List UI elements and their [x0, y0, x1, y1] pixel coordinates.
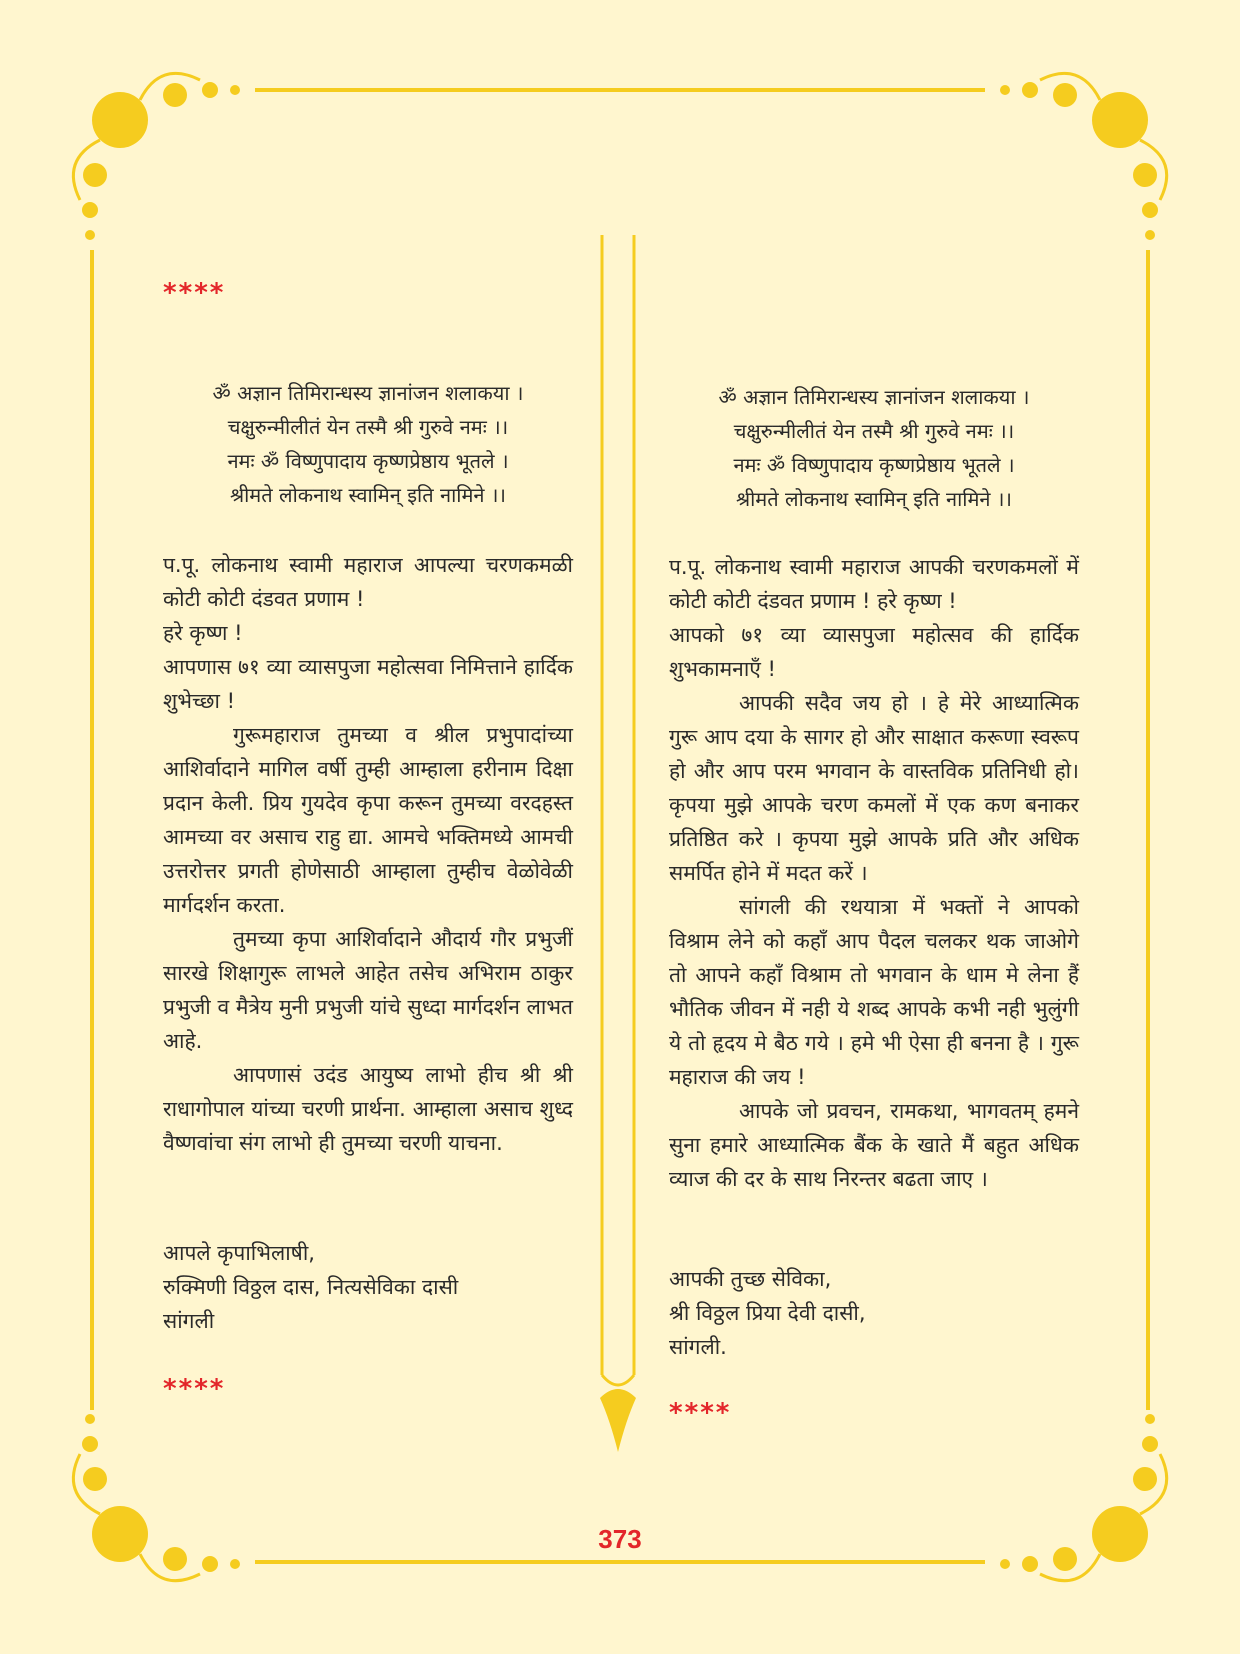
salutation: प.पू. लोकनाथ स्वामी महाराज आपल्या चरणकमळी कोटी कोटी दंडवत प्रणाम ! [163, 553, 573, 611]
signature-line: आपले कृपाभिलाषी, [163, 1241, 315, 1265]
paragraph: सांगली की रथयात्रा में भक्तों ने आपको विश्राम लेने को कहाँ आप पैदल चलकर थक जाओगे तो आपने कहाँ विश्राम तो भगवान के धाम मे लेना हैं भौतिक जीवन में नही ये शब्द आपके कभी नही भुलुंगी ये तो हृदय मे बैठ गये । हमे भी ऐसा ही बनना है । गुरू महाराज की जय ! [669, 895, 1079, 1089]
shloka-line: ॐ अज्ञान तिमिरान्धस्य ज्ञानांजन शलाकया । [212, 381, 524, 405]
star-marker: **** [669, 1398, 732, 1428]
page-number: 373 [598, 1524, 642, 1554]
paragraph: आपकी सदैव जय हो । हे मेरे आध्यात्मिक गुरू आप दया के सागर हो और साक्षात करूणा स्वरूप हो और आप परम भगवान के वास्तविक प्रतिनिधी हो। कृपया मुझे आपके चरण कमलों में एक कण बनाकर प्रतिष्ठित करे । कृपया मुझे आपके प्रति और अधिक समर्पित होने में मदत करें । [669, 691, 1079, 885]
star-marker: **** [163, 278, 226, 308]
paragraph: आपणासं उदंड आयुष्य लाभो हीच श्री श्री राधागोपाल यांच्या चरणी प्रार्थना. आम्हाला असाच शुध्द वैष्णवांचा संग लाभो ही तुमच्या चरणी याचना. [163, 1063, 573, 1155]
paragraph: आपके जो प्रवचन, रामकथा, भागवतम् हमने सुना हमारे आध्यात्मिक बैंक के खाते मैं बहुत अधिक व्याज की दर के साथ निरन्तर बढता जाए । [669, 1099, 1079, 1191]
salutation: प.पू. लोकनाथ स्वामी महाराज आपकी चरणकमलों में कोटी कोटी दंडवत प्रणाम ! हरे कृष्ण ! [669, 555, 1079, 613]
signature-line: सांगली. [669, 1335, 727, 1359]
corner-ornament-tl [82, 82, 240, 240]
signature-line: आपकी तुच्छ सेविका, [669, 1267, 832, 1291]
star-marker: **** [163, 1374, 226, 1404]
letter-body-marathi [163, 548, 573, 1160]
shloka-left [163, 376, 573, 512]
shloka-line: श्रीमते लोकनाथ स्वामिन् इति नामिने ।। [229, 483, 507, 507]
paragraph: तुमच्या कृपा आशिर्वादाने औदार्य गौर प्रभुजीं सारखे शिक्षागुरू लाभले आहेत तसेच अभिराम ठाकुर प्रभुजी व मैत्रेय मुनी प्रभुजी यांचे सुध्दा मार्गदर्शन लाभत आहे. [163, 927, 573, 1053]
shloka-line: चक्षुरुन्मीलीतं येन तस्मै श्री गुरुवे नमः ।। [227, 415, 509, 439]
greeting: हरे कृष्ण ! [163, 621, 243, 645]
letter-body-hindi [669, 550, 1079, 1196]
signature-line: रुक्मिणी विठ्ठल दास, नित्यसेविका दासी [163, 1275, 459, 1299]
signature-line: सांगली [163, 1309, 215, 1333]
wishes: आपको ७१ व्या व्यासपुजा महोत्सव की हार्दिक शुभकामनाएँ ! [669, 623, 1079, 681]
shloka-line: नमः ॐ विष्णुपादाय कृष्णप्रेष्ठाय भूतले । [227, 449, 509, 473]
shloka-right [669, 380, 1079, 516]
shloka-line: चक्षुरुन्मीलीतं येन तस्मै श्री गुरुवे नमः ।। [733, 419, 1015, 443]
shloka-line: ॐ अज्ञान तिमिरान्धस्य ज्ञानांजन शलाकया । [718, 385, 1030, 409]
wishes: आपणास ७१ व्या व्यासपुजा महोत्सवा निमित्ताने हार्दिक शुभेच्छा ! [163, 655, 573, 713]
shloka-line: श्रीमते लोकनाथ स्वामिन् इति नामिने ।। [735, 487, 1013, 511]
signature-line: श्री विठ्ठल प्रिया देवी दासी, [669, 1301, 866, 1325]
shloka-line: नमः ॐ विष्णुपादाय कृष्णप्रेष्ठाय भूतले । [733, 453, 1015, 477]
corner-ornament-tr [1000, 82, 1158, 240]
signature-left [163, 1236, 573, 1338]
paragraph: गुरूमहाराज तुमच्या व श्रील प्रभुपादांच्या आशिर्वादाने मागिल वर्षी तुम्ही आम्हाला हरीनाम दिक्षा प्रदान केली. प्रिय गुयदेव कृपा करून तुमच्या वरदहस्त आमच्या वर असाच राहु द्या. आमचे भक्तिमध्ये आमची उत्तरोत्तर प्रगती होणेसाठी आम्हाला तुम्हीच वेळोवेळी मार्गदर्शन करता. [163, 723, 573, 917]
signature-right [669, 1262, 1079, 1364]
